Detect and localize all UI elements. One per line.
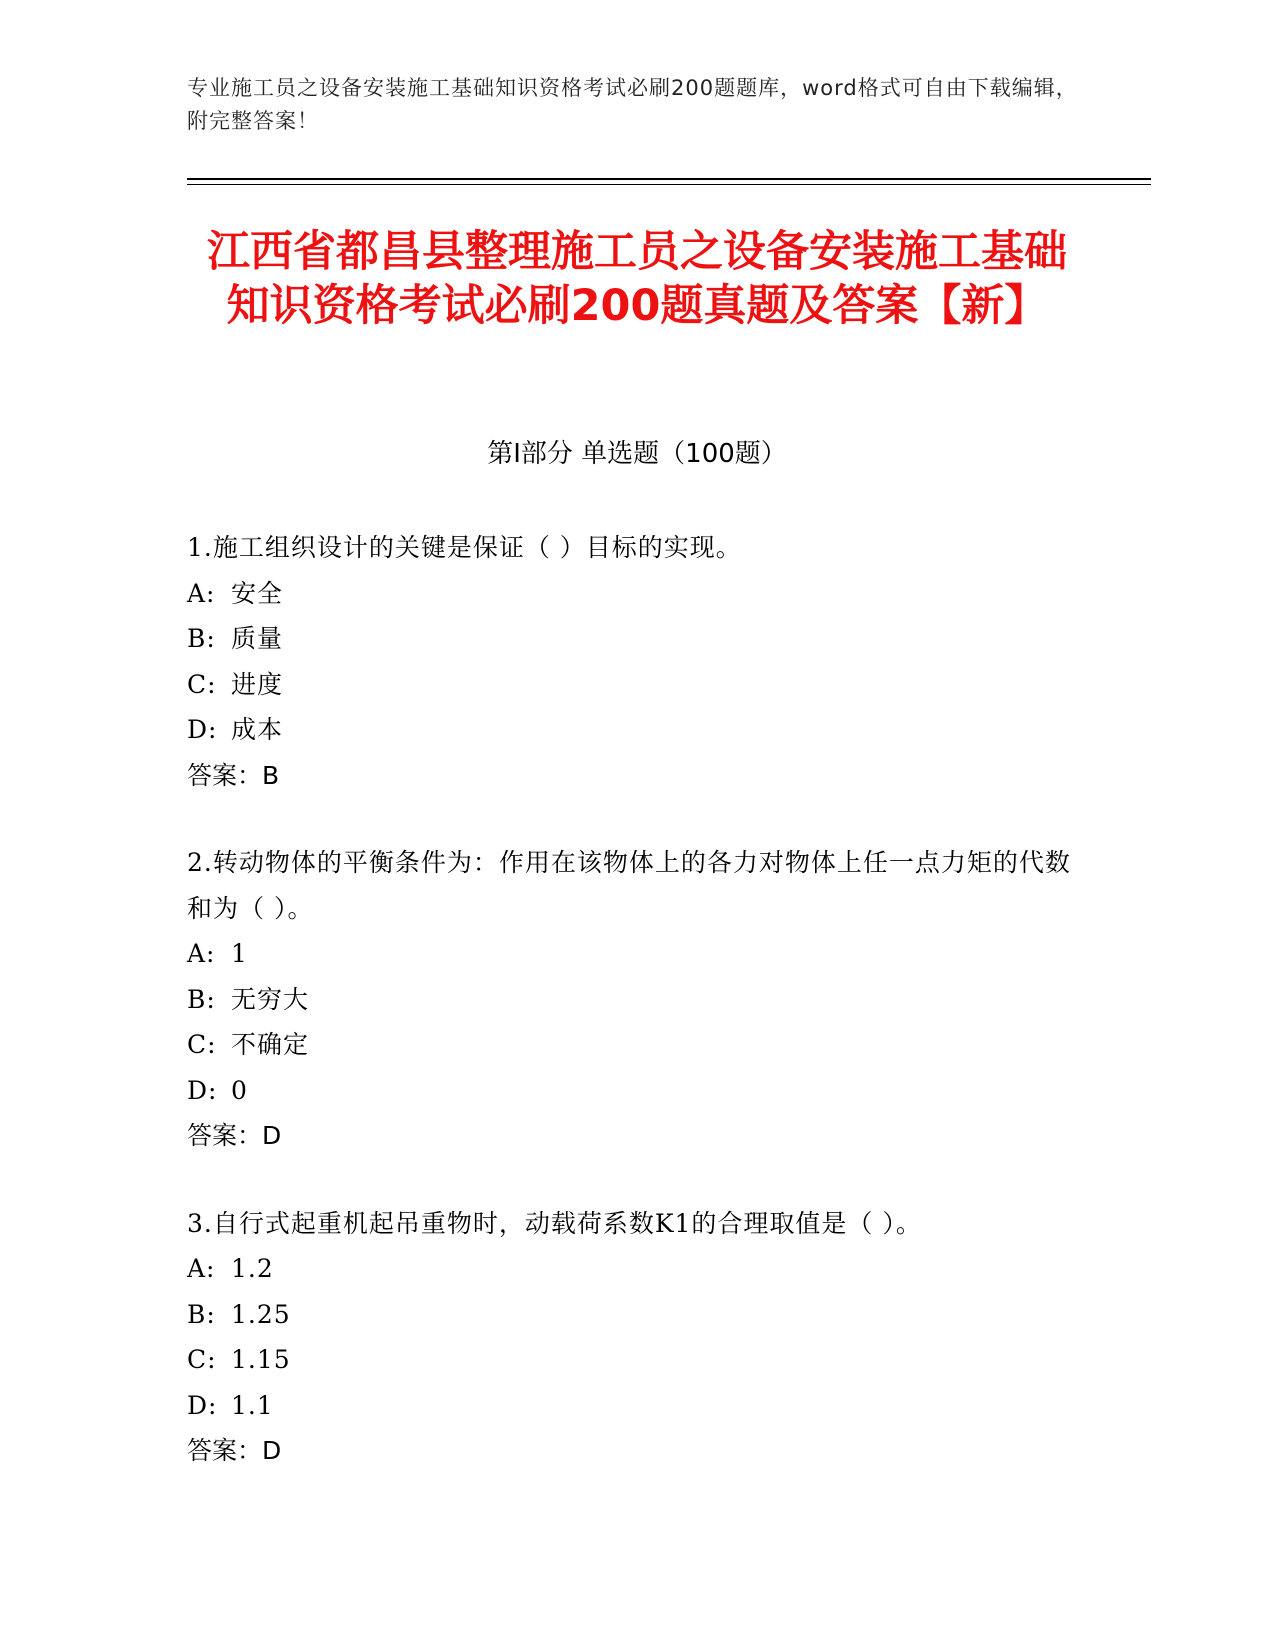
answer-line: 答案：D: [187, 1436, 282, 1465]
option-text: 安全: [231, 578, 284, 608]
option-text: 1.15: [231, 1345, 291, 1374]
question-2: [187, 840, 1087, 1159]
option-text: 不确定: [231, 1030, 310, 1059]
option-letter: A:: [187, 939, 216, 968]
option-letter: C:: [187, 669, 217, 699]
option-text: 1: [231, 939, 248, 968]
option-text: 1.25: [231, 1299, 291, 1329]
option-c: [187, 662, 1087, 708]
option-b: [187, 977, 1087, 1023]
option-a: [187, 571, 1087, 617]
question-3: [187, 1201, 1087, 1474]
option-text: 成本: [231, 715, 284, 744]
option-letter: D:: [187, 1390, 218, 1420]
section-heading: 第I部分 单选题（100题）: [487, 439, 787, 469]
option-text: 1.2: [231, 1254, 274, 1283]
option-text: 1.1: [231, 1390, 274, 1420]
answer-line: 答案：B: [187, 760, 280, 790]
option-letter: A:: [187, 578, 216, 608]
option-text: 质量: [231, 624, 284, 653]
question-text: 3.自行式起重机起吊重物时，动载荷系数K1的合理取值是（ ）。: [187, 1208, 922, 1238]
option-d: [187, 707, 1087, 753]
header-rule-thin: [187, 184, 1151, 185]
option-a: [187, 1246, 1087, 1292]
option-b: [187, 1292, 1087, 1338]
option-letter: B:: [187, 984, 216, 1014]
question-list: [187, 525, 1087, 1516]
option-d: [187, 1383, 1087, 1429]
option-letter: C:: [187, 1345, 217, 1374]
option-d: [187, 1068, 1087, 1114]
option-c: [187, 1022, 1087, 1068]
option-text: 0: [231, 1075, 248, 1105]
option-letter: B:: [187, 624, 216, 653]
option-letter: A:: [187, 1254, 216, 1283]
option-letter: D:: [187, 1075, 218, 1105]
header-rule-thick: [187, 178, 1151, 180]
document-title: 江西省都昌县整理施工员之设备安装施工基础知识资格考试必刷200题真题及答案【新】: [207, 227, 1067, 331]
option-letter: C:: [187, 1030, 217, 1059]
question-text: 1.施工组织设计的关键是保证（ ）目标的实现。: [187, 533, 742, 562]
option-letter: D:: [187, 715, 218, 744]
option-b: [187, 616, 1087, 662]
answer-line: 答案：D: [187, 1121, 282, 1150]
option-text: 无穷大: [231, 984, 310, 1014]
header-note: 专业施工员之设备安装施工基础知识资格考试必刷200题题库，word格式可自由下载编辑，附完整答案！: [187, 76, 1078, 133]
option-letter: B:: [187, 1299, 216, 1329]
option-c: [187, 1337, 1087, 1383]
question-text: 2.转动物体的平衡条件为：作用在该物体上的各力对物体上任一点力矩的代数和为（ ）。: [187, 848, 1071, 923]
question-1: [187, 525, 1087, 798]
option-a: [187, 931, 1087, 977]
option-text: 进度: [231, 669, 284, 699]
